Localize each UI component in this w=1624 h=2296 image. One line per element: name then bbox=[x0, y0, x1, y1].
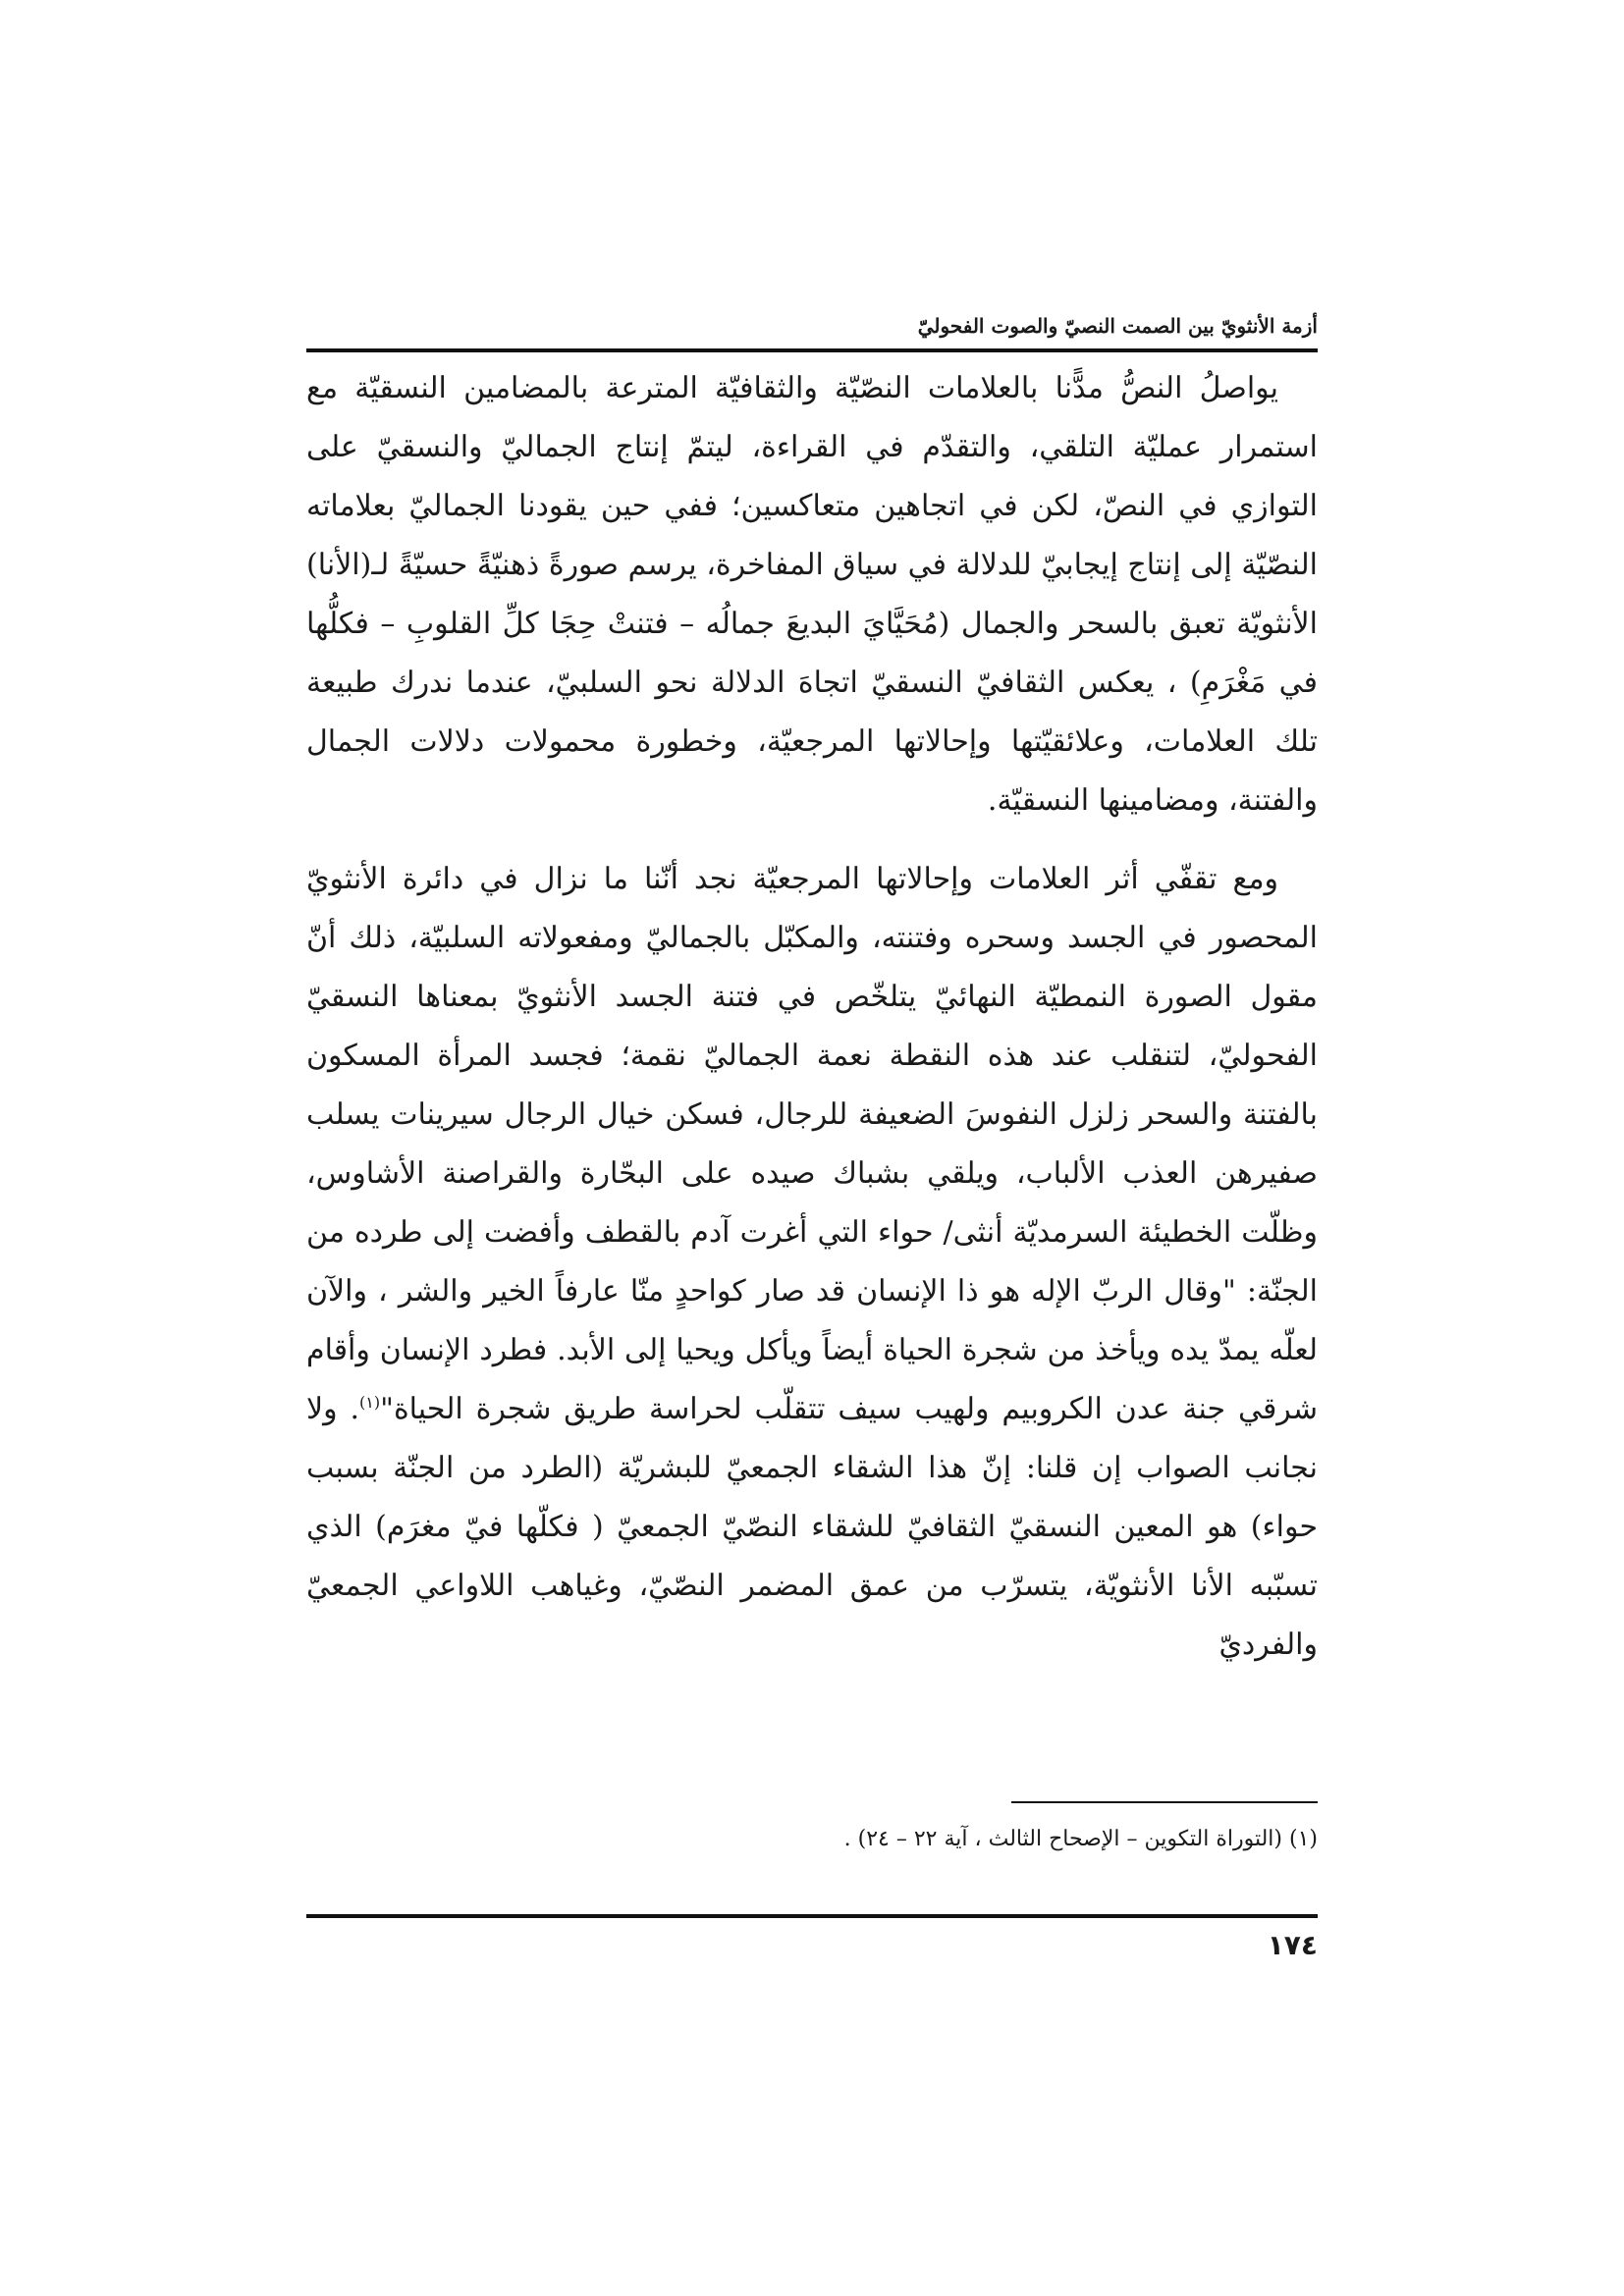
footnote-text: (١) (التوراة التكوين – الإصحاح الثالث ، آية ٢٢ – ٢٤) . bbox=[843, 1827, 1318, 1851]
paragraph-2-rest: . ولا نجانب الصواب إن قلنا: إنّ هذا الشقاء الجمعيّ للبشريّة (الطرد من الجنّة بسبب حواء) هو المعين النسقيّ الثقافيّ للشقاء النصّيّ الجمعيّ ( فكلّها فيّ مغرَم) الذي تسبّبه الأنا الأنثويّة، يتسرّب من عمق المضمر النصّيّ، وغياهب اللاواعي الجمعيّ والفرديّ bbox=[306, 1392, 1318, 1662]
body-text bbox=[306, 359, 1318, 1694]
footnote-separator bbox=[1011, 1801, 1318, 1803]
footer-rule bbox=[306, 1914, 1318, 1918]
page-number: ١٧٤ bbox=[1267, 1929, 1318, 1961]
footnote-reference[interactable]: (١) bbox=[359, 1393, 381, 1412]
paragraph-2-main: ومع تقفّي أثر العلامات وإحالاتها المرجعيّة نجد أنّنا ما نزال في دائرة الأنثويّ المحصور في الجسد وسحره وفتنته، والمكبّل بالجماليّ ومفعولاته السلبيّة، ذلك أنّ مقول الصورة النمطيّة النهائيّ يتلخّص في فتنة الجسد الأنثويّ بمعناها النسقيّ الفحوليّ، لتنقلب عند هذه النقطة نعمة الجماليّ نقمة؛ فجسد المرأة المسكون بالفتنة والسحر زلزل النفوسَ الضعيفة للرجال، فسكن خيال الرجال سيرينات يسلب صفيرهن العذب الألباب، ويلقي بشباك صيده على البحّارة والقراصنة الأشاوس، وظلّت الخطيئة السرمديّة أنثى/ حواء التي أغرت آدم بالقطف وأفضت إلى طرده من الجنّة: "وقال الربّ الإله هو ذا الإنسان قد صار كواحدٍ منّا عارفاً الخير والشر ، والآن لعلّه يمدّ يده ويأخذ من شجرة الحياة أيضاً ويأكل ويحيا إلى الأبد. فطرد الإنسان وأقام شرقي جنة عدن الكروبيم ولهيب سيف تتقلّب لحراسة طريق شجرة الحياة" bbox=[306, 862, 1318, 1426]
header-rule bbox=[306, 348, 1318, 352]
paragraph-2 bbox=[306, 850, 1318, 1675]
running-header-title: أزمة الأنثويّ بين الصمت النصيّ والصوت الفحوليّ bbox=[917, 314, 1318, 338]
paragraph-1: يواصلُ النصُّ مدًّنا بالعلامات النصّيّة والثقافيّة المترعة بالمضامين النسقيّة مع استمرار عمليّة التلقي، والتقدّم في القراءة، ليتمّ إنتاج الجماليّ والنسقيّ على التوازي في النصّ، لكن في اتجاهين متعاكسين؛ ففي حين يقودنا الجماليّ بعلاماته النصّيّة إلى إنتاج إيجابيّ للدلالة في سياق المفاخرة، يرسم صورةً ذهنيّةً حسيّةً لـ(الأنا) الأنثويّة تعبق بالسحر والجمال (مُحَيَّايَ البديعَ جمالُه – فتنتْ حِجَا كلِّ القلوبِ – فكلُّها في مَغْرَمِ) ، يعكس الثقافيّ النسقيّ اتجاهَ الدلالة نحو السلبيّ، عندما ندرك طبيعة تلك العلامات، وعلائقيّتها وإحالاتها المرجعيّة، وخطورة محمولات دلالات الجمال والفتنة، ومضامينها النسقيّة. bbox=[306, 371, 1318, 818]
